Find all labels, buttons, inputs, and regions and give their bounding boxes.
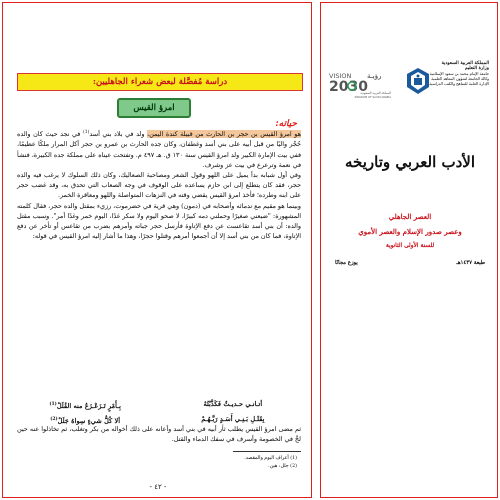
book-title: الأدب العربي وتاريخه [344,153,476,171]
highlighted-lineage: هو امرؤ القيس بن حجر بن الحارث من قبيلة كندة اليمن، [147,130,301,139]
paragraph-after-verses: ثم مضى امرؤ القيس يطلب ثأر أبيه في بني أسد وأعانه على ذلك أخواله من بكر وتغلب، ثم تخاذلوا عنه حين لجَّ في الخصومة وأسرف في سفك الدماء والقتل. [17,425,301,443]
verse-1-second-hemistich: بِـأَمْرٍ تَـزَعْـزَعُ منه القُلَلْ$^{(1)}$ [49,402,121,411]
free-distribution: يوزع مجانًا [335,260,358,266]
svg-text:المملكة العربية السعودية: المملكة العربية السعودية [360,91,391,95]
verse-1 [17,398,301,413]
verse-1-first-hemistich: أتـانـي حـديـثٌ فَكَذَّبْتُهُ [203,400,263,408]
svg-text:رؤيـة: رؤيـة [367,72,382,80]
edition-info [335,260,485,266]
poet-name-badge: امرؤ القيس [117,98,191,118]
verse-2-first-hemistich: بِقَتْـلِ بَـنِـي أَسَـدٍ رَبَّـهُـمْ [201,415,265,424]
subtitle-islamic-umayyad: وعصر صدور الإسلام والعصر الأموي [358,227,462,236]
grade-level: للسنة الأولى الثانوية [385,243,435,249]
edition-year: طبعة ١٤٣٧هـ [456,260,485,266]
verse-2-second-hemistich: ألا كُلُّ شيءٍ سِواهُ جَلَلْ$^{(2)}$ [50,417,121,426]
footnotes [97,455,297,471]
ministry-emblem-icon [405,67,431,95]
page-number: - ٤٢ - [149,483,167,491]
footnote-divider [233,451,301,452]
vision-2030-logo [327,67,397,99]
biography-heading: حياته: [275,119,297,129]
paragraph-3: وبينما هو مقيم مع ندمائه وأصحابه في (دمون) وهي قرية في حضرموت، رزيء بمقتل والده حجر، فقال كلمته المشهورة: "ضيعني صغيرًا وحملني دمه كبيرًا، لا صحو اليوم ولا سكر غدًا، اليوم خمر وغدًا أمر". وسبب مقتل والده: أن بني أسد تقاعست عن دفع الإتاوة فأرسل حجر جباته وأمرهم بضرب من تقاعس أو تأخر عن دفع الإتاوة، فما كان من بني أسد إلا أن أجمعوا أمرهم وقتلوا حجرًا، وهذا ما أشار إليه امرؤ القيس في قوله: [17,201,301,241]
svg-text:KINGDOM OF SAUDI ARABIA: KINGDOM OF SAUDI ARABIA [354,96,391,99]
footnote-2: (2) جلل: هين. [268,464,297,469]
subtitle-pre-islamic: العصر الجاهلي [388,212,432,221]
left-page [2,2,312,498]
ministry-header: المملكة العربية السعودية وزارة التعليم جامعة الإمام محمد بن سعود الإسلامية وكالة الجامعة لشؤون المعاهد العلمية الإدارة العامة للمناهج والكتب الدراسية [429,61,489,86]
study-banner: دراسة مُفصَّلة لبعض شعراء الجاهليين: [17,73,303,91]
right-page-cover [320,2,498,498]
footnote-ref: (1) [82,130,90,135]
svg-text:VISION: VISION [329,72,352,80]
paragraph-2: وفي أول شبابه بدأ يميل على اللهو وقول الشعر ومصاحبة الصعاليك، وكان ذلك السلوك لا يرغب فيه والده حجر، فقد كان يتطلع إلى ابن حازم يساعده على الوقوف في وجه الصعاب التي تحدق به، وقد غضب حجر على ابنه وطرده؛ فأخذ امرؤ القيس يقضي وقته في النزهات المتواصلة واللهو ومعاقرة الخمر. [17,170,301,200]
footnote-1: (1) أعراف اليوم والمقصد. [244,456,297,461]
biography-text [17,128,301,241]
paragraph-1: هو امرؤ القيس بن حجر بن الحارث من قبيلة كندة اليمن، ولد في بلاد بني أسد$^{(1)}$ في نجد حيث كان والده حُجْر واليًا من قبل أبيه على بني أسد وغطفان، وكان جده الحارث بن عمرو بن حجر آكل المرار ملكًا عظيمًا، ففي بيت الإمارة الكبير ولد امرؤ القيس سنة ١٣٠ ق. هـ ٤٩٧ م. وتفتحت عيناه على مملكة جده الكبيرة، فنشأ في نعمة وترعرع في بيت عز وشرف. [17,130,301,169]
svg-text:2030: 2030 [329,79,368,95]
